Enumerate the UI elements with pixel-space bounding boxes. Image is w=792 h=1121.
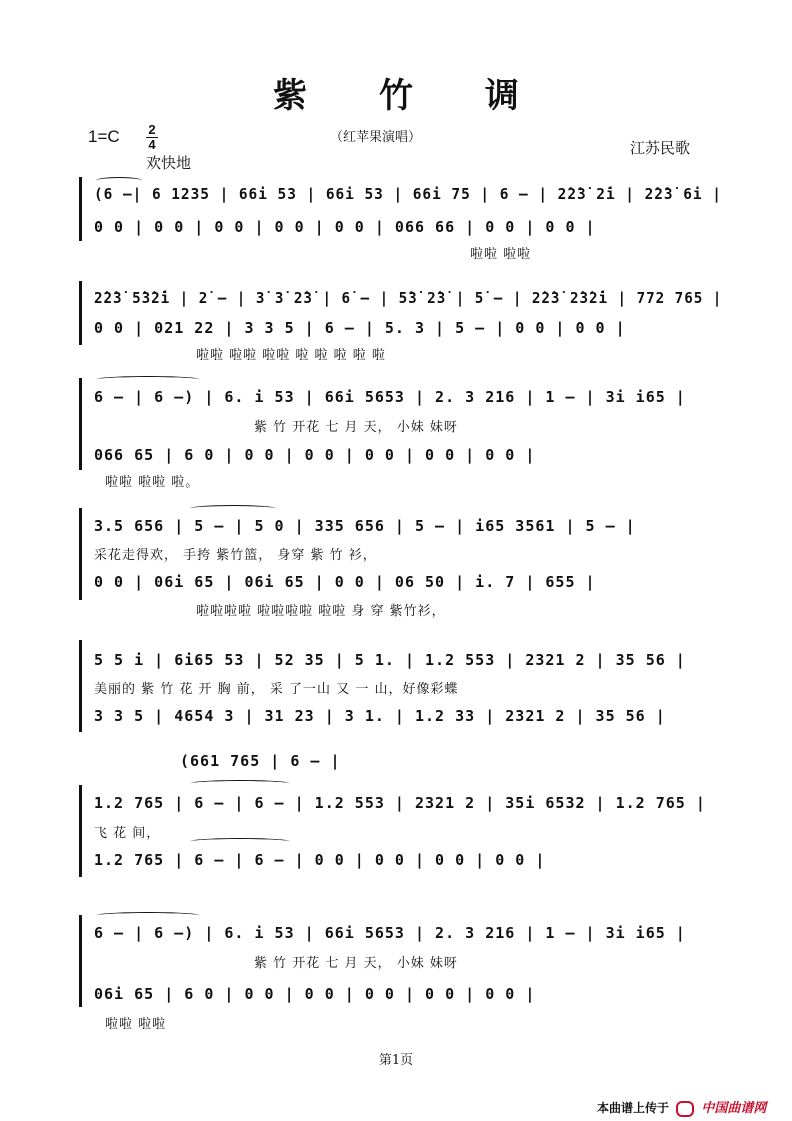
tempo-marking: 欢快地 <box>146 154 192 172</box>
slur <box>190 838 290 845</box>
slur <box>96 376 200 383</box>
system-2-upper-staff: 2̇2̇3̇ 5̇3̇2̇i | 2̇ – | 3̇ 3̇ 2̇3̇ | 6̇ – | 5̇3̇ 2̇3̇ | 5̇ – | 2̇2̇3̇ 2̇3̇2̇i | 772 765 | <box>94 289 723 307</box>
singer-credit: （红苹果演唱） <box>330 130 422 145</box>
system-3-lower-lyric: 啦啦 啦啦 啦。 <box>105 475 200 490</box>
system-bracket <box>79 378 82 470</box>
system-7-lower-lyric: 啦啦 啦啦 <box>105 1017 167 1032</box>
system-6-upper-lyric: 飞 花 间， <box>94 826 161 841</box>
system-bracket <box>79 177 82 241</box>
system-4-upper-lyric: 采花走得欢， 手挎 紫竹篮， 身穿 紫 竹 衫， <box>94 548 377 563</box>
page-number: 第1页 <box>378 1053 414 1068</box>
system-3-lower-staff: 066 65 | 6 0 | 0 0 | 0 0 | 0 0 | 0 0 | 0 0 | <box>94 446 536 464</box>
system-7-upper-lyric: 紫 竹 开花 七 月 天， 小妹 妹呀 <box>254 956 458 971</box>
system-6-lower-staff: 1.2 765 | 6 – | 6 – | 0 0 | 0 0 | 0 0 | 0 0 | <box>94 851 546 869</box>
system-7-lower-staff: 06i 65 | 6 0 | 0 0 | 0 0 | 0 0 | 0 0 | 0 0 | <box>94 985 536 1003</box>
system-1-upper-staff: (6 –| 6 1235 | 66i 53 | 66i 53 | 66i 75 | 6 – | 2̇2̇3̇ 2̇i | 2̇2̇3̇ 6i | <box>94 185 722 203</box>
key-signature: 1=C <box>88 127 120 146</box>
system-bracket <box>79 508 82 600</box>
system-bracket <box>79 281 82 345</box>
upload-credit <box>597 1097 766 1117</box>
meter-bottom: 4 <box>148 137 156 152</box>
system-2-lower-lyric: 啦啦 啦啦 啦啦 啦 啦 啦 啦 啦 <box>196 348 386 363</box>
slur <box>96 912 200 919</box>
system-1-lower-staff: 0 0 | 0 0 | 0 0 | 0 0 | 0 0 | 066 66 | 0 0 | 0 0 | <box>94 218 596 236</box>
system-bracket <box>79 640 82 732</box>
system-2-lower-staff: 0 0 | 021 22 | 3 3 5 | 6 – | 5. 3 | 5 – | 0 0 | 0 0 | <box>94 319 626 337</box>
system-6-upper-staff: 1.2 765 | 6 – | 6 – | 1.2 553 | 2321 2 | 35i 6532 | 1.2 765 | <box>94 794 706 812</box>
slur <box>190 780 290 787</box>
system-5-lower-staff: 3 3 5 | 4654 3 | 31 23 | 3 1. | 1.2 33 | 2321 2 | 35 56 | <box>94 707 666 725</box>
song-origin: 江苏民歌 <box>630 139 691 157</box>
system-bracket <box>79 915 82 1007</box>
system-4-lower-staff: 0 0 | 06i 65 | 06i 65 | 0 0 | 06 50 | i. 7 | 655 | <box>94 573 596 591</box>
system-bracket <box>79 785 82 877</box>
site-brand[interactable]: 中国曲谱网 <box>701 1101 767 1116</box>
system-6-ossia: (661 765 | 6 – | <box>180 752 341 770</box>
system-4-upper-staff: 3.5 656 | 5 – | 5 0 | 335 656 | 5 – | i65 3561 | 5 – | <box>94 517 636 535</box>
slur <box>96 177 142 184</box>
system-5-upper-staff: 5 5 i | 6i65 53 | 52 35 | 5 1. | 1.2 553 | 2321 2 | 35 56 | <box>94 651 686 669</box>
meter-top: 2 <box>148 122 156 137</box>
system-5-upper-lyric: 美丽的 紫 竹 花 开 胸 前， 采 了一山 又 一 山，好像彩蝶 <box>94 682 459 697</box>
system-3-upper-staff: 6 – | 6 –) | 6. i 53 | 66i 5653 | 2. 3 216 | 1 – | 3i i65 | <box>94 388 686 406</box>
time-signature <box>146 123 158 152</box>
site-logo-icon <box>676 1101 694 1117</box>
system-1-lower-lyric: 啦啦 啦啦 <box>470 247 532 262</box>
slur <box>190 505 276 512</box>
system-4-lower-lyric: 啦啦啦啦 啦啦啦啦 啦啦 身 穿 紫竹衫， <box>196 604 446 619</box>
page-title: 紫 竹 调 <box>273 76 549 116</box>
system-7-upper-staff: 6 – | 6 –) | 6. i 53 | 66i 5653 | 2. 3 216 | 1 – | 3i i65 | <box>94 924 686 942</box>
upload-credit-prefix: 本曲谱上传于 <box>597 1101 670 1115</box>
system-3-upper-lyric: 紫 竹 开花 七 月 天， 小妹 妹呀 <box>254 420 458 435</box>
